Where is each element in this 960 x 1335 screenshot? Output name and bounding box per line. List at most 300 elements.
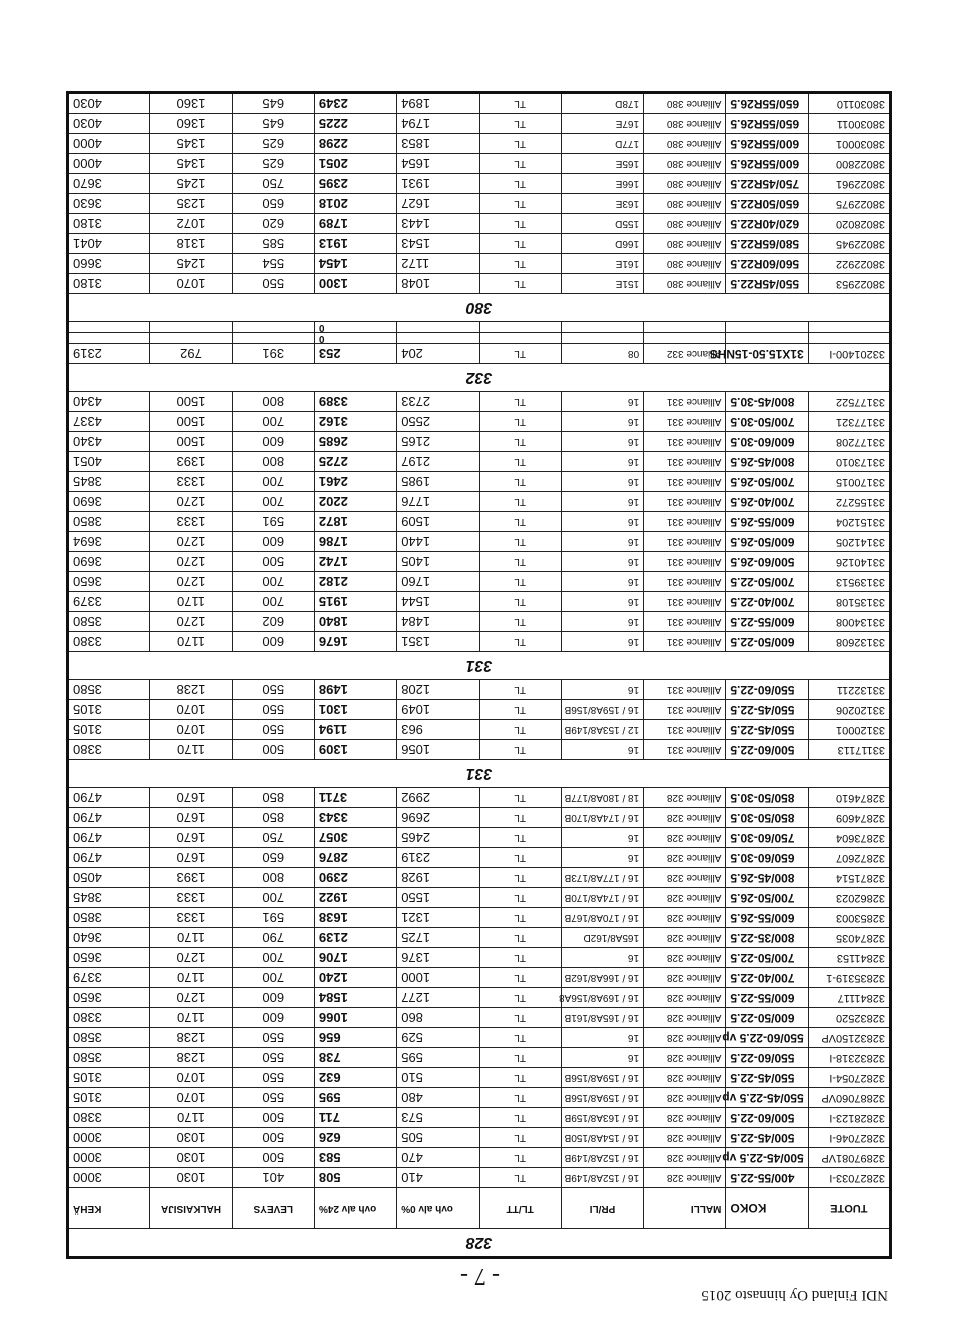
table-cell: 711 xyxy=(314,1108,396,1128)
table-row xyxy=(68,572,891,592)
table-cell: 1070 xyxy=(150,700,232,720)
table-cell: 3690 xyxy=(68,492,150,512)
section-header xyxy=(68,294,891,322)
table-cell: 1333 xyxy=(150,908,232,928)
table-cell: 4340 xyxy=(68,432,150,452)
table-cell: 1872 xyxy=(314,512,396,532)
table-cell: 1300 xyxy=(314,274,396,294)
table-cell: 550 xyxy=(232,700,314,720)
table-cell: 650/55R26.5 xyxy=(726,93,808,114)
table-cell: 32835319-1 xyxy=(808,968,890,988)
table-cell: 33141205 xyxy=(808,532,890,552)
table-cell: 632 xyxy=(314,1068,396,1088)
table-cell: 700/40-22.5 xyxy=(726,968,808,988)
section-title: 328 xyxy=(68,1229,891,1258)
table-cell: 600 xyxy=(232,632,314,652)
table-cell: 1345 xyxy=(150,134,232,154)
table-row xyxy=(68,1148,891,1168)
table-cell: Alliance 328 xyxy=(644,1068,726,1088)
table-cell: 33134008 xyxy=(808,612,890,632)
col-model: MALLI xyxy=(644,1188,726,1229)
table-cell: 1670 xyxy=(150,848,232,868)
table-cell: 1070 xyxy=(150,274,232,294)
table-cell: 16 xyxy=(561,512,643,532)
table-cell: 500 xyxy=(232,1128,314,1148)
table-cell: 650/60-30.5 xyxy=(726,848,808,868)
table-cell: Alliance 380 xyxy=(644,274,726,294)
table-cell: 3845 xyxy=(68,472,150,492)
table-cell: 32828123-I xyxy=(808,1108,890,1128)
table-cell xyxy=(150,322,232,333)
table-cell: 2390 xyxy=(314,868,396,888)
table-cell: 1393 xyxy=(150,868,232,888)
table-cell: 650/50R22.5 xyxy=(726,194,808,214)
table-cell: 3180 xyxy=(68,274,150,294)
section-header xyxy=(68,760,891,788)
table-cell: 550/45-22.5 xyxy=(726,700,808,720)
table-cell: 1913 xyxy=(314,234,396,254)
table-cell: 580/65R22.5 xyxy=(726,234,808,254)
table-cell xyxy=(232,333,314,344)
table-row xyxy=(68,700,891,720)
table-cell: 1000 xyxy=(397,968,479,988)
table-cell: TL xyxy=(479,788,561,808)
table-cell: 16 / 152A8/149B xyxy=(561,1168,643,1188)
table-cell xyxy=(644,322,726,333)
table-cell: 1321 xyxy=(397,908,479,928)
table-cell: 1170 xyxy=(150,928,232,948)
table-cell: TL xyxy=(479,492,561,512)
table-cell: 650 xyxy=(232,194,314,214)
table-cell: 3380 xyxy=(68,740,150,760)
table-cell: 163E xyxy=(561,194,643,214)
table-cell: 1070 xyxy=(150,720,232,740)
table-cell: 790 xyxy=(232,928,314,948)
table-cell: Alliance 331 xyxy=(644,632,726,652)
table-cell: 16 xyxy=(561,392,643,412)
table-cell: 600/55R26.5 xyxy=(726,134,808,154)
table-cell: 38022953 xyxy=(808,274,890,294)
table-row xyxy=(68,174,891,194)
table-cell: Alliance 331 xyxy=(644,592,726,612)
table-cell: TL xyxy=(479,452,561,472)
table-cell: 508 xyxy=(314,1168,396,1188)
table-cell: 1853 xyxy=(397,134,479,154)
table-cell: 600 xyxy=(232,1008,314,1028)
table-cell: 850/50-30.5 xyxy=(726,808,808,828)
table-cell: Alliance 380 xyxy=(644,114,726,134)
table-cell: 4000 xyxy=(68,154,150,174)
table-cell: 800/45-26.5 xyxy=(726,868,808,888)
table-row xyxy=(68,532,891,552)
section-header xyxy=(68,364,891,392)
table-cell: 700 xyxy=(232,592,314,612)
table-cell: Alliance 328 xyxy=(644,1088,726,1108)
table-cell: 1454 xyxy=(314,254,396,274)
table-cell: 155D xyxy=(561,214,643,234)
table-cell: 3380 xyxy=(68,1108,150,1128)
table-cell: 500/45-22.5 vp xyxy=(726,1148,808,1168)
table-cell: 166E xyxy=(561,174,643,194)
table-cell: Alliance 331 xyxy=(644,532,726,552)
table-cell: 165A8/162D xyxy=(561,928,643,948)
table-cell: 600/55-26.5 xyxy=(726,512,808,532)
table-row xyxy=(68,988,891,1008)
table-cell: 1638 xyxy=(314,908,396,928)
table-cell: 2725 xyxy=(314,452,396,472)
table-cell: 161E xyxy=(561,254,643,274)
table-cell: Alliance 328 xyxy=(644,868,726,888)
table-cell: 963 xyxy=(397,720,479,740)
table-cell: 3630 xyxy=(68,194,150,214)
table-cell: 1670 xyxy=(150,808,232,828)
table-cell: 38022961 xyxy=(808,174,890,194)
table-cell: 204 xyxy=(397,344,479,364)
table-cell: 620/40R22.5 xyxy=(726,214,808,234)
table-cell: 500/60-22.5 xyxy=(726,740,808,760)
table-cell: 550/45-22.5 xyxy=(726,720,808,740)
section-title: 331 xyxy=(68,760,891,788)
table-cell: Alliance 380 xyxy=(644,214,726,234)
table-row xyxy=(68,392,891,412)
table-row xyxy=(68,592,891,612)
table-cell: 32874609 xyxy=(808,808,890,828)
table-cell: Alliance 328 xyxy=(644,1008,726,1028)
table-row xyxy=(68,214,891,234)
table-cell: 591 xyxy=(232,512,314,532)
table-cell: TL xyxy=(479,344,561,364)
table-cell: 1794 xyxy=(397,114,479,134)
table-cell: 645 xyxy=(232,93,314,114)
table-cell: Alliance 331 xyxy=(644,740,726,760)
table-cell: TL xyxy=(479,908,561,928)
sub-value-row xyxy=(68,322,891,333)
table-cell: Alliance 380 xyxy=(644,154,726,174)
table-cell: 16 / 152A8/149B xyxy=(561,1148,643,1168)
table-cell: 0 xyxy=(314,322,396,333)
col-tl-tt: TL/TT xyxy=(479,1188,561,1229)
table-cell: 33117113 xyxy=(808,740,890,760)
table-cell: 645 xyxy=(232,114,314,134)
table-cell: 4050 xyxy=(68,868,150,888)
table-row xyxy=(68,612,891,632)
table-cell: Alliance 328 xyxy=(644,1148,726,1168)
table-cell: 16 xyxy=(561,592,643,612)
table-row xyxy=(68,344,891,364)
table-cell: 16 xyxy=(561,1028,643,1048)
table-cell: 595 xyxy=(397,1048,479,1068)
table-cell: 1170 xyxy=(150,1008,232,1028)
table-cell: 33201400-I xyxy=(808,344,890,364)
table-cell: 16 xyxy=(561,848,643,868)
table-cell: Alliance 328 xyxy=(644,808,726,828)
table-cell: TL xyxy=(479,1148,561,1168)
table-cell: 600/50-22.5 xyxy=(726,632,808,652)
table-cell: 33120001 xyxy=(808,720,890,740)
table-cell: 3380 xyxy=(68,632,150,652)
table-cell: 1345 xyxy=(150,154,232,174)
table-cell: 700 xyxy=(232,412,314,432)
table-cell: Alliance 331 xyxy=(644,700,726,720)
table-cell: 16 xyxy=(561,740,643,760)
table-cell: 16 / 174A8/170B xyxy=(561,808,643,828)
table-cell: TL xyxy=(479,194,561,214)
table-cell xyxy=(150,333,232,344)
table-cell: 1915 xyxy=(314,592,396,612)
table-cell: 410 xyxy=(397,1168,479,1188)
table-cell: Alliance 380 xyxy=(644,134,726,154)
table-cell: 4030 xyxy=(68,114,150,134)
table-cell: 2395 xyxy=(314,174,396,194)
table-cell: 1670 xyxy=(150,828,232,848)
table-row xyxy=(68,1108,891,1128)
table-cell: 3690 xyxy=(68,552,150,572)
table-cell: 1928 xyxy=(397,868,479,888)
table-cell: 16 xyxy=(561,412,643,432)
table-row xyxy=(68,114,891,134)
table-cell: 750/60-30.5 xyxy=(726,828,808,848)
table-cell: TL xyxy=(479,114,561,134)
table-cell: 500 xyxy=(232,1108,314,1128)
table-cell: 625 xyxy=(232,134,314,154)
table-cell: 16 xyxy=(561,572,643,592)
table-cell: 700/50-26.5 xyxy=(726,888,808,908)
table-cell: TL xyxy=(479,808,561,828)
table-cell: 470 xyxy=(397,1148,479,1168)
table-cell: 2165 xyxy=(397,432,479,452)
table-cell: 1509 xyxy=(397,512,479,532)
table-cell: 1333 xyxy=(150,512,232,532)
table-cell: 16 / 165A8/161B xyxy=(561,1008,643,1028)
section-header xyxy=(68,652,891,680)
table-cell: 1760 xyxy=(397,572,479,592)
table-cell: 4051 xyxy=(68,452,150,472)
table-cell: 3660 xyxy=(68,254,150,274)
table-row xyxy=(68,234,891,254)
table-cell: 700/40-26.5 xyxy=(726,492,808,512)
table-cell: 600/55-22.5 xyxy=(726,612,808,632)
section-title: 380 xyxy=(68,294,891,322)
table-cell: TL xyxy=(479,632,561,652)
table-cell: 32862023 xyxy=(808,888,890,908)
table-cell: 1270 xyxy=(150,492,232,512)
table-cell: 600/50-26.5 xyxy=(726,532,808,552)
table-cell: 550/45-22.5 xyxy=(726,1068,808,1088)
table-cell: 33177522 xyxy=(808,392,890,412)
table-row xyxy=(68,1068,891,1088)
table-cell: 1194 xyxy=(314,720,396,740)
table-cell: 38022922 xyxy=(808,254,890,274)
table-cell: 3580 xyxy=(68,1028,150,1048)
table-row xyxy=(68,948,891,968)
table-cell: 33177321 xyxy=(808,412,890,432)
table-cell: 500/60-26.5 xyxy=(726,552,808,572)
table-row xyxy=(68,412,891,432)
table-cell: 0 xyxy=(314,333,396,344)
table-row xyxy=(68,968,891,988)
table-cell: 32874035 xyxy=(808,928,890,948)
table-row xyxy=(68,552,891,572)
table-cell: Alliance 331 xyxy=(644,572,726,592)
table-cell xyxy=(561,333,643,344)
table-cell: 3105 xyxy=(68,1068,150,1088)
table-row xyxy=(68,868,891,888)
table-cell: 32827033-I xyxy=(808,1168,890,1188)
table-cell: TL xyxy=(479,848,561,868)
table-row xyxy=(68,1168,891,1188)
table-cell xyxy=(808,322,890,333)
table-cell: TL xyxy=(479,134,561,154)
table-cell: 16 xyxy=(561,1048,643,1068)
table-row xyxy=(68,1028,891,1048)
table-row xyxy=(68,254,891,274)
table-cell xyxy=(479,333,561,344)
table-cell: 1789 xyxy=(314,214,396,234)
table-cell: 600 xyxy=(232,532,314,552)
table-cell xyxy=(644,333,726,344)
table-cell: 1238 xyxy=(150,1028,232,1048)
table-cell: TL xyxy=(479,868,561,888)
table-cell: Alliance 331 xyxy=(644,432,726,452)
table-cell: 1333 xyxy=(150,888,232,908)
table-cell: 391 xyxy=(232,344,314,364)
section-title: 331 xyxy=(68,652,891,680)
table-cell: 16 xyxy=(561,452,643,472)
table-cell: 1393 xyxy=(150,452,232,472)
table-cell: TL xyxy=(479,1108,561,1128)
table-cell: 1550 xyxy=(397,888,479,908)
table-cell: 1742 xyxy=(314,552,396,572)
table-cell: TL xyxy=(479,572,561,592)
table-cell: 550 xyxy=(232,1068,314,1088)
table-cell: 1235 xyxy=(150,194,232,214)
table-cell: 550 xyxy=(232,274,314,294)
table-cell: Alliance 331 xyxy=(644,680,726,700)
table-cell: 1360 xyxy=(150,93,232,114)
table-cell: 1170 xyxy=(150,1108,232,1128)
table-row xyxy=(68,452,891,472)
table-cell: 2696 xyxy=(397,808,479,828)
table-cell: 600/50-22.5 xyxy=(726,1008,808,1028)
table-cell: 16 xyxy=(561,632,643,652)
table-cell: 3105 xyxy=(68,700,150,720)
col-size: KOKO xyxy=(726,1188,808,1229)
table-cell: 401 xyxy=(232,1168,314,1188)
table-cell: 3343 xyxy=(314,808,396,828)
table-cell: 700 xyxy=(232,968,314,988)
table-cell: 1376 xyxy=(397,948,479,968)
table-cell: 32832150VP xyxy=(808,1028,890,1048)
table-cell: 1543 xyxy=(397,234,479,254)
table-cell: 3650 xyxy=(68,948,150,968)
table-cell: 800/45-30.5 xyxy=(726,392,808,412)
table-cell: TL xyxy=(479,680,561,700)
table-row xyxy=(68,828,891,848)
table-cell: 16 xyxy=(561,432,643,452)
table-cell: 505 xyxy=(397,1128,479,1148)
table-cell: Alliance 328 xyxy=(644,928,726,948)
table-cell: 32832318-I xyxy=(808,1048,890,1068)
table-cell: 1240 xyxy=(314,968,396,988)
table-cell: 1072 xyxy=(150,214,232,234)
table-cell: 700/50-26.5 xyxy=(726,472,808,492)
table-cell: 32827054-I xyxy=(808,1068,890,1088)
table-cell: 16 xyxy=(561,532,643,552)
table-cell: TL xyxy=(479,472,561,492)
col-diameter: HALKAISIJA xyxy=(150,1188,232,1229)
page-number: - 7 - xyxy=(460,1263,500,1289)
table-cell: 3380 xyxy=(68,1008,150,1028)
table-cell: TL xyxy=(479,888,561,908)
table-cell: 800 xyxy=(232,392,314,412)
table-cell: 32887060VP xyxy=(808,1088,890,1108)
table-cell: Alliance 380 xyxy=(644,254,726,274)
table-cell: Alliance 328 xyxy=(644,1028,726,1048)
table-cell: 750 xyxy=(232,174,314,194)
table-cell: 1840 xyxy=(314,612,396,632)
col-ovh-0: ovh alv 0% xyxy=(397,1188,479,1229)
table-cell: 500/45-22.5 xyxy=(726,1128,808,1148)
table-cell: 33151204 xyxy=(808,512,890,532)
table-cell: TL xyxy=(479,592,561,612)
table-cell: 2225 xyxy=(314,114,396,134)
table-cell: TL xyxy=(479,1088,561,1108)
table-cell: Alliance 328 xyxy=(644,848,726,868)
table-cell: 550 xyxy=(232,680,314,700)
table-cell: 1500 xyxy=(150,392,232,412)
table-cell: TL xyxy=(479,740,561,760)
table-cell: 2018 xyxy=(314,194,396,214)
table-cell: 750 xyxy=(232,828,314,848)
table-cell: 33140126 xyxy=(808,552,890,572)
table-row xyxy=(68,928,891,948)
table-cell: 738 xyxy=(314,1048,396,1068)
table-cell: 33155272 xyxy=(808,492,890,512)
table-cell: TL xyxy=(479,1168,561,1188)
table-cell: 1270 xyxy=(150,532,232,552)
table-row xyxy=(68,848,891,868)
table-cell: 3580 xyxy=(68,612,150,632)
table-cell: 1170 xyxy=(150,592,232,612)
table-cell: 1500 xyxy=(150,432,232,452)
table-row xyxy=(68,1008,891,1028)
table-cell: Alliance 331 xyxy=(644,412,726,432)
price-list-title: NDI Finland Oy hinnasto 2015 xyxy=(701,1287,888,1303)
table-cell: 3180 xyxy=(68,214,150,234)
table-cell: TL xyxy=(479,174,561,194)
table-cell: 3580 xyxy=(68,680,150,700)
table-cell: Alliance 380 xyxy=(644,234,726,254)
table-cell: 850 xyxy=(232,808,314,828)
table-row xyxy=(68,1088,891,1108)
table-cell: 16 / 177A8/173B xyxy=(561,868,643,888)
table-cell: 1405 xyxy=(397,552,479,572)
table-cell: Alliance 380 xyxy=(644,93,726,114)
col-rim: KEHÄ xyxy=(68,1188,150,1229)
table-cell: 38030001 xyxy=(808,134,890,154)
table-cell: 33120206 xyxy=(808,700,890,720)
table-cell: 2139 xyxy=(314,928,396,948)
table-cell: 480 xyxy=(397,1088,479,1108)
table-cell: 550 xyxy=(232,1048,314,1068)
table-cell: TL xyxy=(479,392,561,412)
table-cell: 700 xyxy=(232,572,314,592)
table-cell: 1498 xyxy=(314,680,396,700)
table-cell: 1706 xyxy=(314,948,396,968)
table-cell: 1333 xyxy=(150,472,232,492)
table-cell: 31X15.50-15NHS xyxy=(726,344,808,364)
table-cell xyxy=(726,322,808,333)
